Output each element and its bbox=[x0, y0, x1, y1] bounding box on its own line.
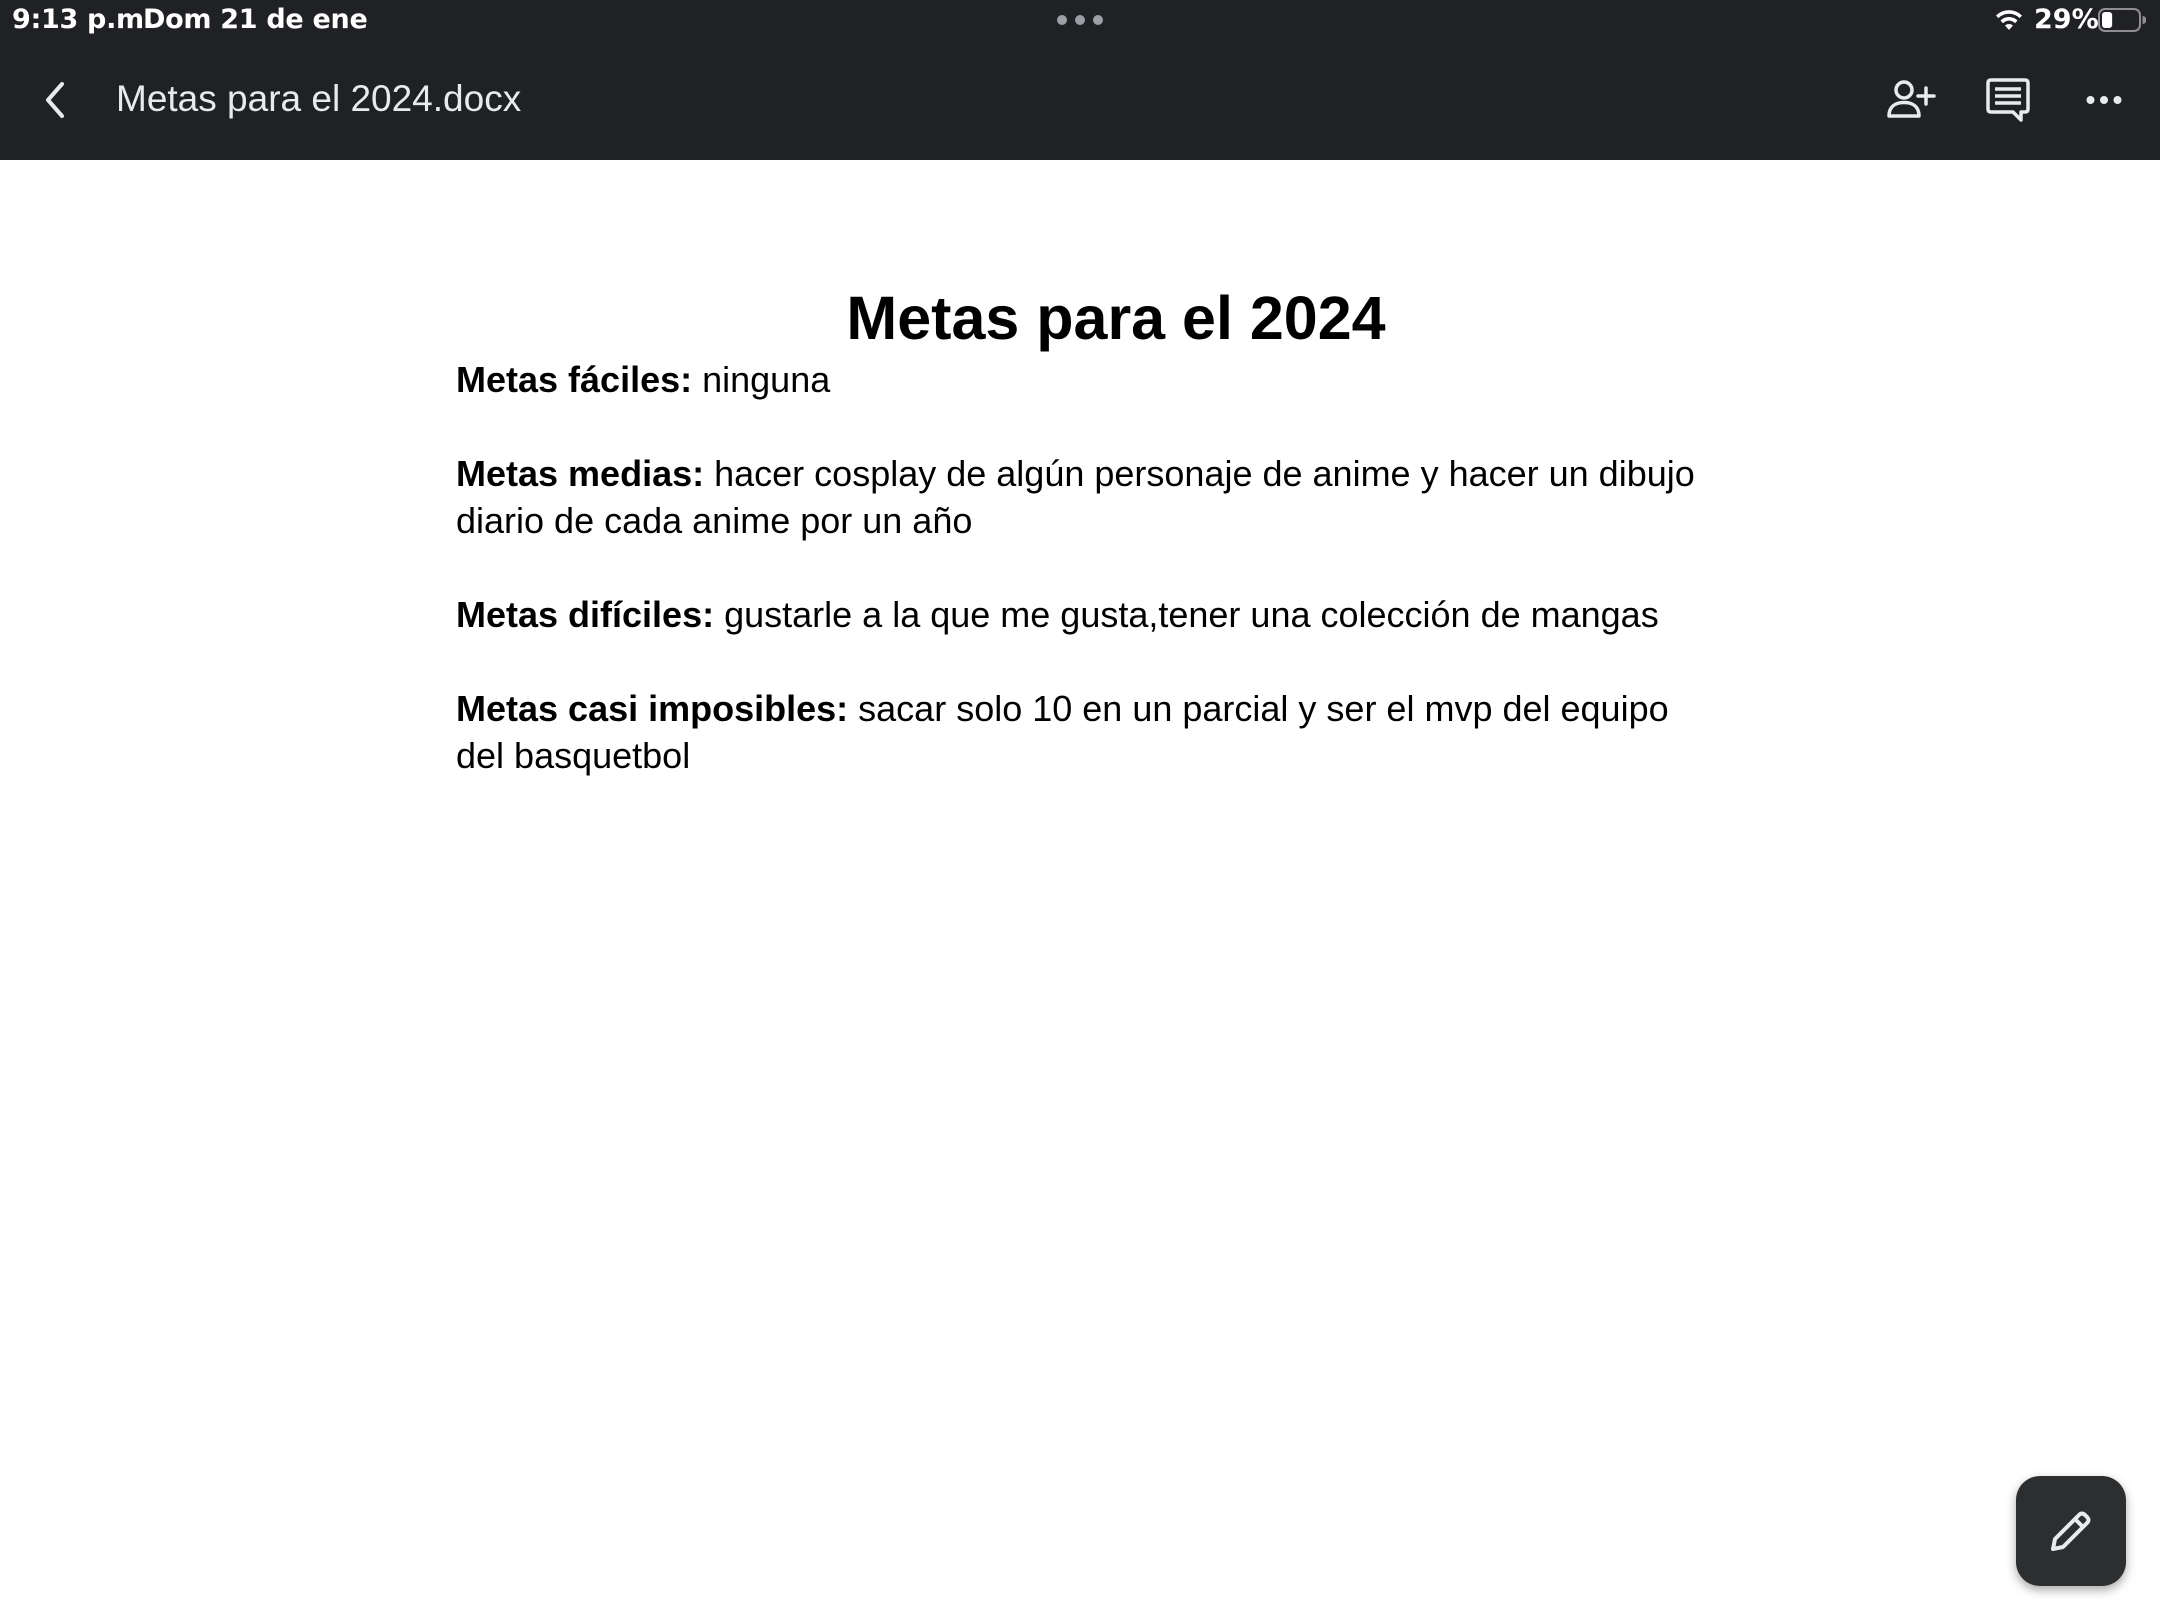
goal-paragraph-hard bbox=[456, 591, 1716, 638]
goal-label: Metas fáciles: bbox=[456, 359, 693, 400]
wifi-icon bbox=[1994, 6, 2024, 32]
share-button[interactable] bbox=[1884, 72, 1940, 128]
goal-paragraph-medium bbox=[456, 450, 1716, 544]
goal-paragraph-easy bbox=[456, 356, 1716, 403]
goal-text: hacer cosplay de algún personaje de anime y hacer un dibujo diario de cada anime por un año bbox=[456, 453, 1695, 541]
goal-text: gustarle a la que me gusta,tener una colección de mangas bbox=[714, 594, 1659, 635]
edit-button[interactable] bbox=[2016, 1476, 2126, 1586]
status-time: 9:13 p.m. bbox=[12, 4, 154, 35]
top-bar bbox=[0, 0, 2160, 160]
back-button[interactable] bbox=[30, 70, 80, 130]
more-options-button[interactable] bbox=[2076, 72, 2132, 128]
battery-icon bbox=[2098, 8, 2146, 32]
document-heading: Metas para el 2024 bbox=[846, 284, 1386, 352]
battery-percent: 29% bbox=[2034, 4, 2099, 35]
chevron-left-icon bbox=[42, 80, 68, 120]
pencil-icon bbox=[2045, 1505, 2097, 1557]
comment-icon bbox=[1985, 78, 2031, 122]
add-person-icon bbox=[1886, 78, 1938, 122]
multitasking-dots-icon[interactable] bbox=[1057, 15, 1103, 25]
goal-label: Metas casi imposibles: bbox=[456, 688, 849, 729]
goal-paragraph-almost-impossible bbox=[456, 685, 1716, 779]
goal-label: Metas medias: bbox=[456, 453, 705, 494]
document-body bbox=[456, 280, 1716, 779]
comments-button[interactable] bbox=[1980, 72, 2036, 128]
goal-text: ninguna bbox=[692, 359, 831, 400]
goal-label: Metas difíciles: bbox=[456, 594, 715, 635]
more-horizontal-icon bbox=[2086, 95, 2122, 105]
document-title: Metas para el 2024.docx bbox=[116, 78, 522, 119]
goal-text: sacar solo 10 en un parcial y ser el mvp del equipo del basquetbol bbox=[456, 688, 1669, 776]
status-date: Dom 21 de ene bbox=[143, 4, 368, 35]
